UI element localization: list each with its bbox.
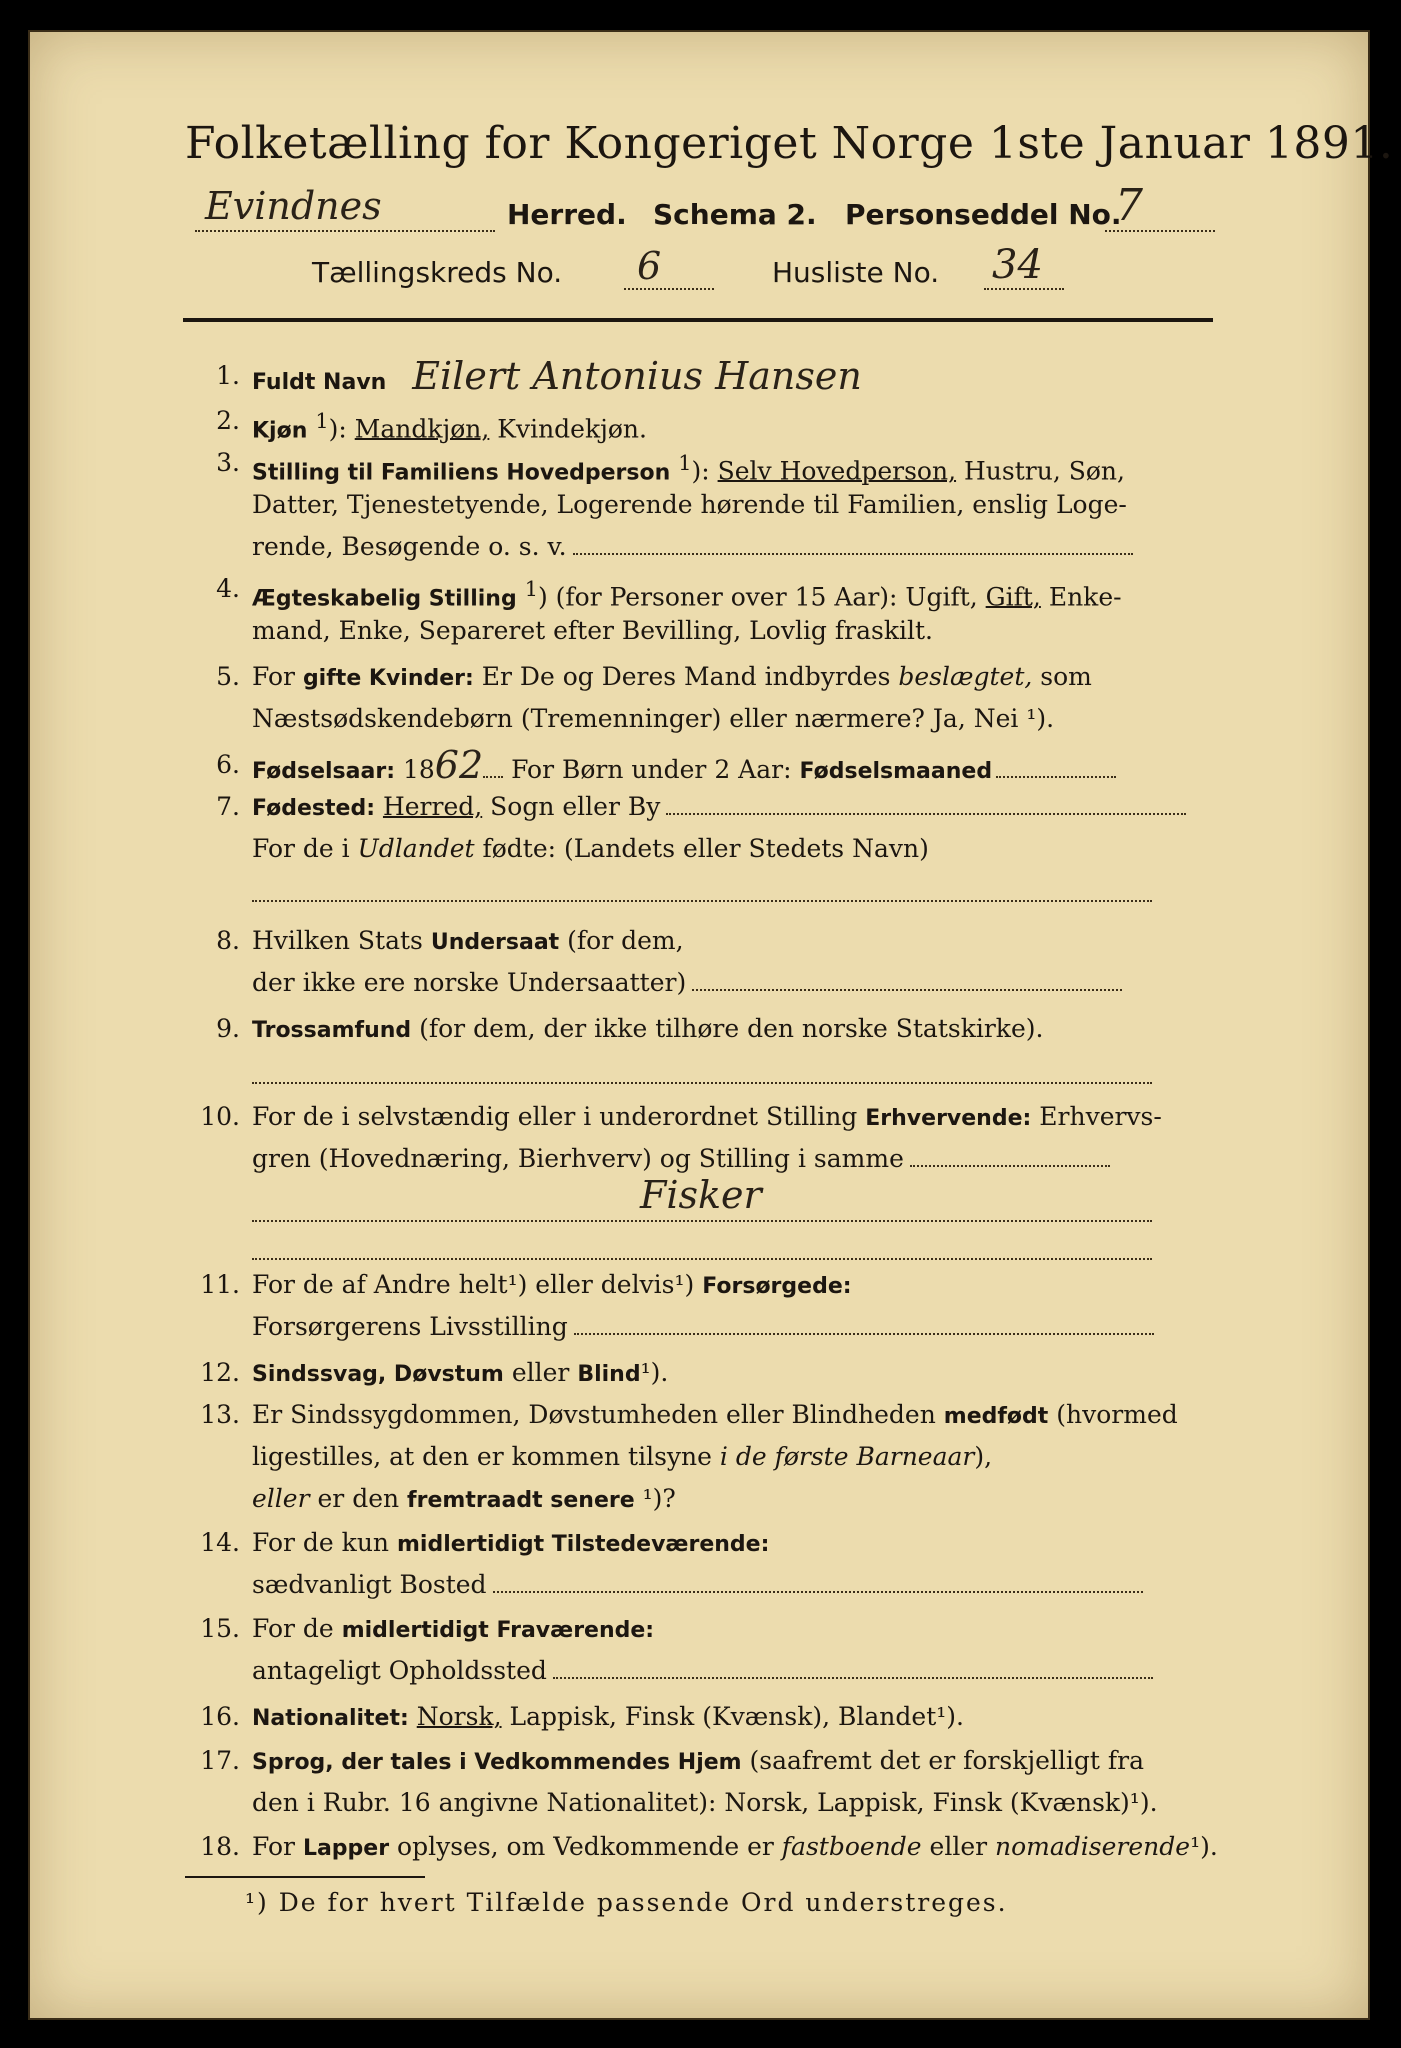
item-17 bbox=[190, 1740, 1220, 1824]
item-3 bbox=[190, 442, 1220, 568]
item-10-num: 10. bbox=[200, 1102, 240, 1131]
item-13-label3: fremtraadt senere bbox=[407, 1488, 635, 1513]
herred-handwritten: Evindnes bbox=[205, 184, 382, 228]
item-6-year: 62 bbox=[434, 743, 484, 787]
item-13-line2 bbox=[252, 1436, 1212, 1478]
item-11-num: 11. bbox=[200, 1270, 240, 1299]
item-3-sup: 1 bbox=[678, 451, 692, 475]
item-7-label: Fødested: bbox=[252, 796, 375, 821]
item-4-line2: mand, Enke, Separeret efter Bevilling, Lovlig fraskilt. bbox=[252, 616, 933, 645]
item-14-label: midlertidigt Tilstedeværende: bbox=[396, 1532, 770, 1557]
item-14-line1 bbox=[252, 1522, 1212, 1566]
item-13-line2-text: ligestilles, at den er kommen tilsyne bbox=[252, 1442, 712, 1471]
item-8-label: Undersaat bbox=[430, 930, 560, 955]
item-14-line2 bbox=[252, 1564, 1212, 1606]
kreds-line bbox=[312, 242, 1132, 294]
item-10 bbox=[190, 1096, 1220, 1246]
personseddel-label: Personseddel No. bbox=[845, 198, 1122, 231]
item-5-pre: For bbox=[252, 662, 295, 691]
item-8-dots bbox=[692, 967, 1122, 991]
item-4-label: Ægteskabelig Stilling bbox=[252, 586, 517, 612]
item-16 bbox=[190, 1696, 1220, 1738]
item-5-line2: Næstsødskendebørn (Tremenninger) eller nærmere? Ja, Nei ¹). bbox=[252, 704, 1055, 733]
item-3-sel: Selv Hovedperson, bbox=[717, 456, 957, 486]
item-18-ital: fastboende bbox=[781, 1832, 922, 1861]
item-18-post: ¹). bbox=[1190, 1832, 1218, 1861]
item-10-line1 bbox=[252, 1096, 1212, 1140]
item-13-num: 13. bbox=[200, 1400, 240, 1429]
item-11-pre: For de af Andre helt¹) eller delvis¹) bbox=[252, 1270, 695, 1299]
item-12-label: Sindssvag, Døvstum bbox=[252, 1362, 504, 1387]
husliste-dots bbox=[984, 266, 1064, 290]
item-9-num: 9. bbox=[216, 1014, 240, 1043]
item-6-prefix: 18 bbox=[402, 755, 435, 784]
item-7-sel: Herred, bbox=[382, 792, 483, 821]
item-11-line1 bbox=[252, 1264, 1212, 1308]
personseddel-dots bbox=[1105, 208, 1215, 232]
item-9-blank-line bbox=[252, 1060, 1152, 1084]
item-1-value: Eilert Antonius Hansen bbox=[412, 354, 862, 398]
item-18-mid2: eller bbox=[929, 1832, 988, 1861]
item-16-sel: Norsk, bbox=[416, 1702, 502, 1731]
item-15-label: midlertidigt Fraværende: bbox=[341, 1618, 655, 1643]
herred-dots bbox=[195, 208, 495, 232]
item-6-num: 6. bbox=[216, 750, 240, 779]
item-15 bbox=[190, 1608, 1220, 1692]
item-14-pre: For de kun bbox=[252, 1528, 390, 1557]
item-12-post: ¹). bbox=[640, 1358, 669, 1387]
item-17-num: 17. bbox=[200, 1746, 240, 1775]
item-18-ital2: nomadiserende bbox=[995, 1832, 1191, 1861]
item-7-line2 bbox=[252, 828, 1212, 870]
item-7-line2-post: fødte: (Landets eller Stedets Navn) bbox=[482, 834, 929, 863]
taellingskreds-dots bbox=[624, 266, 714, 290]
herred-line bbox=[185, 180, 1225, 240]
item-4-sel: Gift, bbox=[985, 582, 1041, 612]
husliste-label: Husliste No. bbox=[772, 256, 940, 289]
item-3-line1: Stilling til Familiens Hovedperson $^1$): Selv Hovedperson, Hustru, Søn, bbox=[252, 451, 1125, 486]
item-5-post: som bbox=[1040, 662, 1092, 691]
item-8-pre: Hvilken Stats bbox=[252, 926, 423, 955]
item-1-num: 1. bbox=[216, 361, 240, 390]
item-13-pre: Er Sindssygdommen, Døvstumheden eller Blindheden bbox=[252, 1400, 936, 1429]
form-title: Folketælling for Kongeriget Norge 1ste Januar 1891. bbox=[185, 118, 1394, 169]
item-14-dots bbox=[493, 1569, 1143, 1593]
item-17-post: (saafremt det er forskjelligt fra bbox=[749, 1746, 1144, 1775]
item-15-line2-text: antageligt Opholdssted bbox=[252, 1656, 547, 1685]
husliste-no: 34 bbox=[992, 242, 1043, 288]
item-16-label: Nationalitet: bbox=[252, 1706, 409, 1731]
item-4 bbox=[190, 568, 1220, 652]
item-13-ital3: eller bbox=[252, 1484, 310, 1513]
item-11-dots bbox=[574, 1311, 1154, 1335]
schema-label: Schema 2. bbox=[653, 198, 817, 231]
item-3-line3-text: rende, Besøgende o. s. v. bbox=[252, 532, 567, 561]
item-9-post: (for dem, der ikke tilhøre den norske Statskirke). bbox=[419, 1014, 1044, 1043]
item-7-dots bbox=[666, 791, 1186, 815]
item-8-line2 bbox=[252, 962, 1212, 1004]
item-15-num: 15. bbox=[200, 1614, 240, 1643]
item-1-label: Fuldt Navn bbox=[252, 370, 387, 395]
item-3-line3 bbox=[252, 526, 1212, 568]
header-rule bbox=[183, 318, 1213, 322]
item-4-sup: 1 bbox=[524, 577, 538, 601]
item-6-dots1 bbox=[483, 754, 503, 778]
item-13-line2-post: ), bbox=[974, 1442, 993, 1471]
item-2-opt1: Mandkjøn, bbox=[354, 414, 490, 444]
item-2-text: Kjøn $^1$): Mandkjøn, Kvindekjøn. bbox=[252, 409, 647, 444]
item-2-opt2: Kvindekjøn. bbox=[497, 414, 647, 444]
item-16-rest: Lappisk, Finsk (Kvænsk), Blandet¹). bbox=[509, 1702, 964, 1731]
item-11 bbox=[190, 1264, 1220, 1348]
item-9-line1 bbox=[252, 1008, 1212, 1052]
item-8-line1 bbox=[252, 920, 1212, 964]
item-5 bbox=[190, 656, 1220, 740]
item-11-line2-text: Forsørgerens Livsstilling bbox=[252, 1312, 568, 1341]
item-2-num: 2. bbox=[216, 406, 240, 435]
item-13-ital2: i de første Barneaar bbox=[719, 1442, 975, 1471]
item-6-label2: Fødselsmaaned bbox=[799, 759, 993, 784]
item-15-dots bbox=[553, 1655, 1153, 1679]
item-10-line4-dots bbox=[252, 1236, 1152, 1260]
item-13-line1 bbox=[252, 1394, 1212, 1438]
item-16-text bbox=[252, 1696, 1212, 1740]
footnote-rule bbox=[185, 1876, 425, 1878]
item-17-line2: den i Rubr. 16 angivne Nationalitet): Norsk, Lappisk, Finsk (Kvænsk)¹). bbox=[252, 1788, 1158, 1817]
item-12-mid: eller bbox=[511, 1358, 570, 1387]
item-10-value: Fisker bbox=[640, 1173, 762, 1217]
item-18-pre: For bbox=[252, 1832, 295, 1861]
item-5-line1 bbox=[252, 656, 1212, 700]
item-12-num: 12. bbox=[200, 1358, 240, 1387]
item-10-line2-text: gren (Hovednæring, Bierhverv) og Stilling i samme bbox=[252, 1144, 904, 1173]
item-10-dots bbox=[910, 1143, 1110, 1167]
item-3-line2: Datter, Tjenestetyende, Logerende hørende til Familien, enslig Loge- bbox=[252, 490, 1127, 519]
item-4-num: 4. bbox=[216, 574, 240, 603]
item-15-pre: For de bbox=[252, 1614, 334, 1643]
item-3-rest: Hustru, Søn, bbox=[964, 456, 1125, 486]
item-7 bbox=[190, 786, 1220, 916]
item-17-line1 bbox=[252, 1740, 1212, 1784]
item-7-line2-pre: For de i bbox=[252, 834, 350, 863]
herred-label: Herred. bbox=[507, 198, 627, 231]
item-15-line1 bbox=[252, 1608, 1212, 1652]
item-18-text bbox=[252, 1826, 1218, 1870]
item-4-post: Enke- bbox=[1048, 582, 1122, 612]
item-8-num: 8. bbox=[216, 926, 240, 955]
item-17-label: Sprog, der tales i Vedkommendes Hjem bbox=[252, 1750, 742, 1775]
item-1 bbox=[190, 355, 1220, 397]
item-1-text bbox=[252, 355, 1212, 404]
item-10-label: Erhvervende: bbox=[865, 1106, 1032, 1131]
item-6-dots2 bbox=[996, 754, 1116, 778]
item-14-num: 14. bbox=[200, 1528, 240, 1557]
personseddel-no: 7 bbox=[1115, 180, 1143, 231]
item-3-num: 3. bbox=[216, 448, 240, 477]
item-2-label: Kjøn bbox=[252, 418, 308, 444]
item-7-rest: Sogn eller By bbox=[490, 792, 661, 821]
item-7-line1 bbox=[252, 786, 1212, 830]
item-15-line2 bbox=[252, 1650, 1212, 1692]
item-5-text: Er De og Deres Mand indbyrdes bbox=[481, 662, 891, 691]
item-3-dots bbox=[573, 531, 1133, 555]
item-5-num: 5. bbox=[216, 662, 240, 691]
item-7-ital: Udlandet bbox=[357, 834, 475, 863]
item-5-ital: beslægtet, bbox=[898, 662, 1033, 691]
item-12-label2: Blind bbox=[577, 1362, 641, 1387]
item-18-num: 18. bbox=[200, 1832, 240, 1861]
item-10-line3-dots bbox=[252, 1198, 1152, 1222]
item-8-line2-text: der ikke ere norske Undersaatter) bbox=[252, 968, 687, 997]
item-3-label: Stilling til Familiens Hovedperson bbox=[252, 460, 671, 486]
item-18-label: Lapper bbox=[302, 1836, 390, 1861]
item-8-post: (for dem, bbox=[567, 926, 684, 955]
item-9 bbox=[190, 1008, 1220, 1092]
item-11-label: Forsørgede: bbox=[702, 1274, 852, 1299]
taellingskreds-label: Tællingskreds No. bbox=[312, 256, 563, 289]
item-14 bbox=[190, 1522, 1220, 1606]
item-13-line3-text: er den bbox=[317, 1484, 400, 1513]
item-7-num: 7. bbox=[216, 792, 240, 821]
item-13-label: medfødt bbox=[943, 1404, 1049, 1429]
item-4-line1: Ægteskabelig Stilling $^1$) (for Personer over 15 Aar): Ugift, Gift, Enke- bbox=[252, 577, 1122, 612]
item-7-blank-line bbox=[252, 878, 1152, 902]
item-13-line3 bbox=[252, 1478, 1212, 1522]
item-11-line2 bbox=[252, 1306, 1212, 1348]
item-6 bbox=[190, 744, 1220, 786]
footnote: ¹) De for hvert Tilfælde passende Ord understreges. bbox=[245, 1888, 1008, 1917]
item-6-label: Fødselsaar: bbox=[252, 759, 395, 784]
item-4-pre: (for Personer over 15 Aar): Ugift, bbox=[555, 582, 978, 612]
item-6-mid: For Børn under 2 Aar: bbox=[511, 755, 792, 784]
item-9-label: Trossamfund bbox=[252, 1018, 412, 1043]
item-8 bbox=[190, 920, 1220, 1004]
item-2-sup: 1 bbox=[315, 409, 329, 433]
item-13-post: (hvormed bbox=[1056, 1400, 1178, 1429]
item-18-mid: oplyses, om Vedkommende er bbox=[397, 1832, 774, 1861]
taellingskreds-no: 6 bbox=[637, 244, 662, 288]
item-16-num: 16. bbox=[200, 1702, 240, 1731]
item-12 bbox=[190, 1352, 1220, 1394]
item-13 bbox=[190, 1394, 1220, 1520]
item-10-pre: For de i selvstændig eller i underordnet Stilling bbox=[252, 1102, 858, 1131]
item-5-label: gifte Kvinder: bbox=[302, 666, 474, 691]
item-12-text bbox=[252, 1352, 1212, 1396]
item-14-line2-text: sædvanligt Bosted bbox=[252, 1570, 487, 1599]
item-2 bbox=[190, 400, 1220, 442]
item-13-post3: ¹)? bbox=[642, 1484, 676, 1513]
item-18 bbox=[190, 1826, 1220, 1868]
item-10-post: Erhvervs- bbox=[1039, 1102, 1162, 1131]
